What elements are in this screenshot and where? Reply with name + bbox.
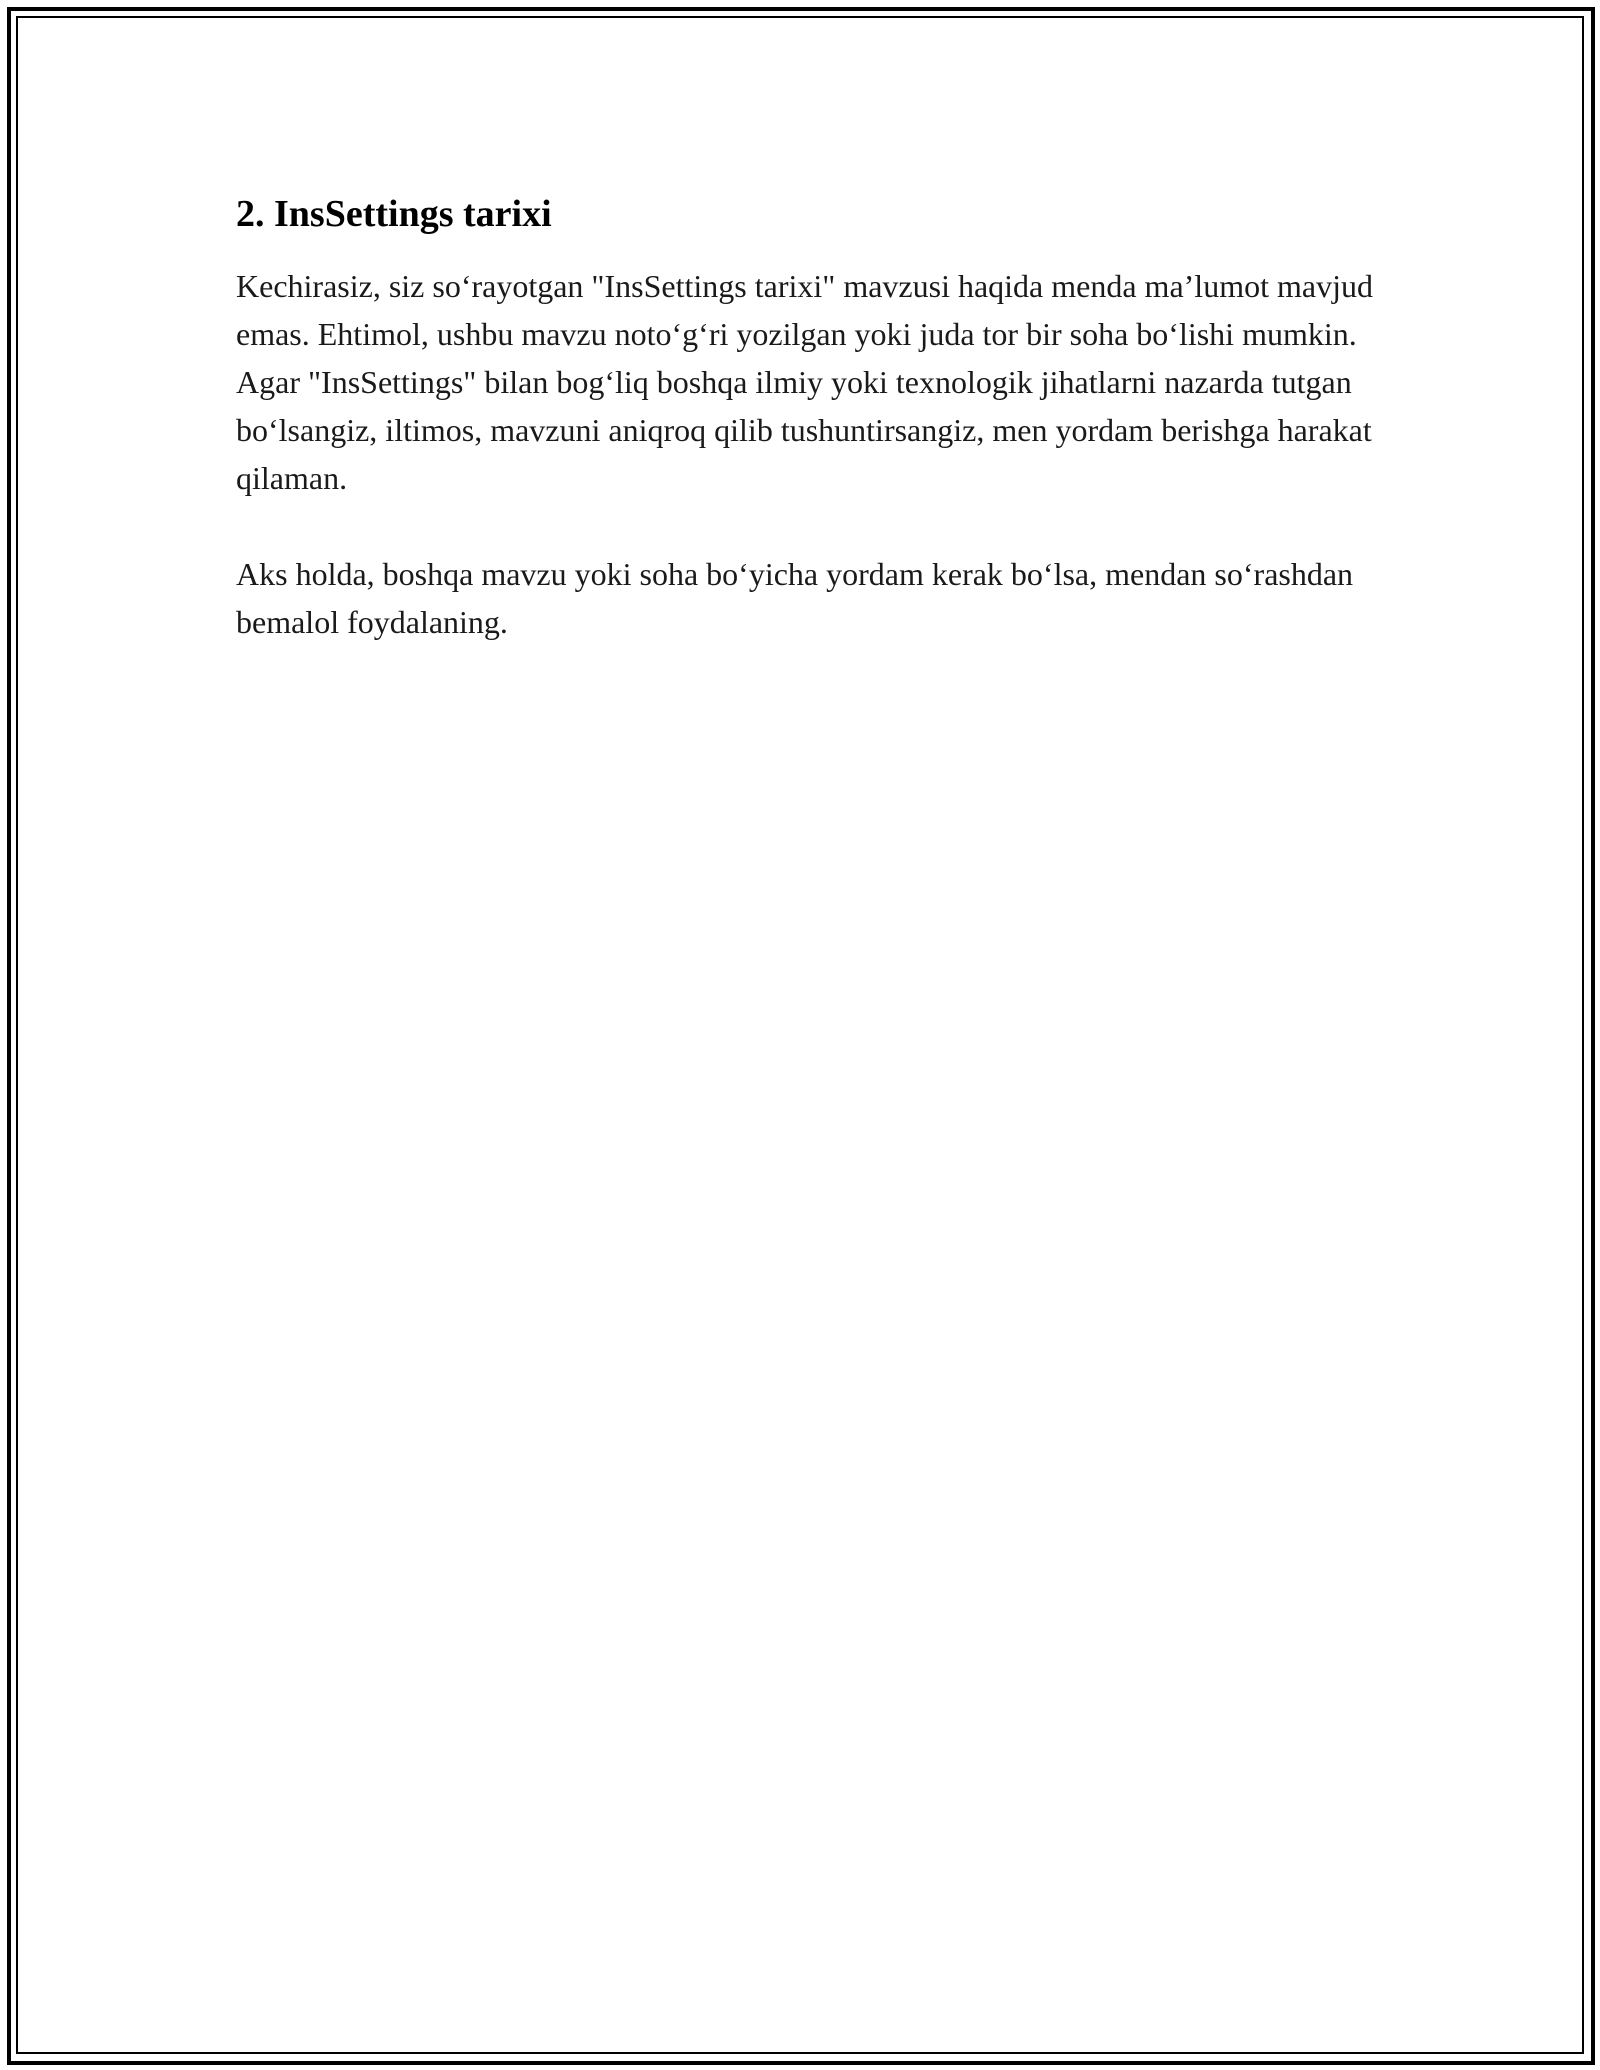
paragraph-closing: Aks holda, boshqa mavzu yoki soha bo‘yicha yordam kerak bo‘lsa, mendan so‘rashdan bemalol foydalaning. <box>236 556 1354 640</box>
paragraph-intro: Kechirasiz, siz so‘rayotgan "InsSettings tarixi" mavzusi haqida menda ma’lumot mavjud emas. Ehtimol, ushbu mavzu noto‘g‘ri yozilgan yoki juda tor bir soha bo‘lishi mumkin. Agar "InsSettings" bilan bog‘liq boshqa ilmiy yoki texnologik jihatlarni nazarda tutgan bo‘lsangiz, iltimos, mavzuni aniqroq qilib tushuntirsangiz, men yordam berishga harakat qilaman. <box>236 268 1373 496</box>
document-body <box>236 186 1376 646</box>
section-heading: 2. InsSettings tarixi <box>236 193 552 235</box>
